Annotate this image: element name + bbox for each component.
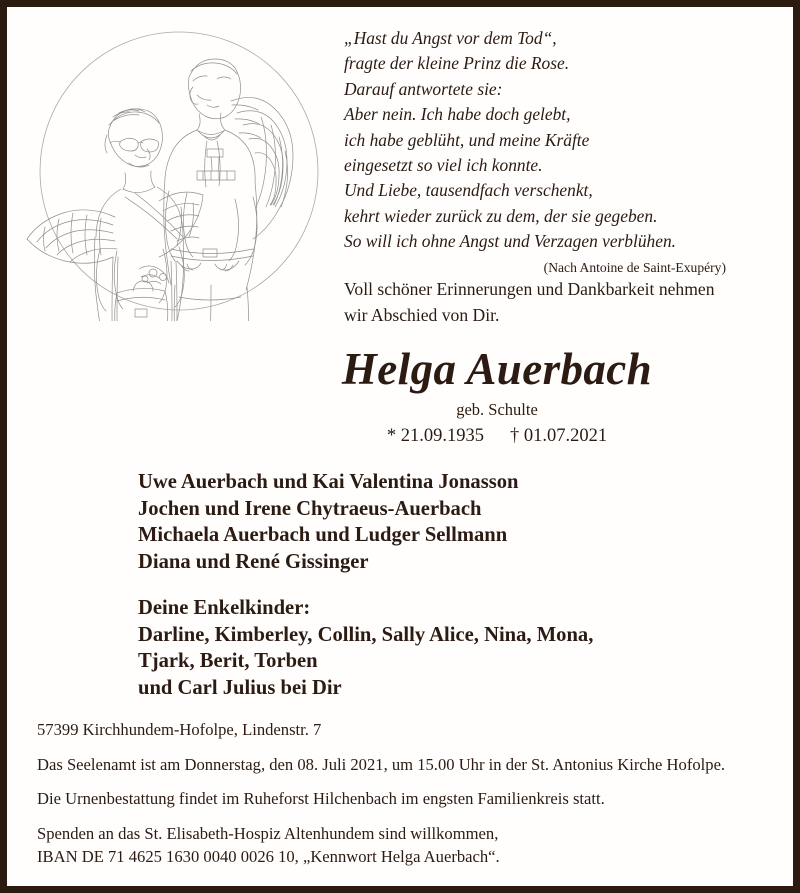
poem-line: Und Liebe, tausendfach verschenkt, — [344, 180, 593, 201]
deceased-block — [197, 343, 797, 448]
mourners-block — [138, 469, 758, 575]
grandchildren-line: und Carl Julius bei Dir — [138, 676, 342, 699]
poem-block — [344, 26, 794, 277]
grandchildren-heading: Deine Enkelkinder: — [138, 597, 311, 619]
deceased-maiden-name: geb. Schulte — [456, 400, 538, 419]
poem-line: So will ich ohne Angst und Verzagen verblühen. — [344, 231, 676, 252]
mourner-line: Diana und René Gissinger — [138, 550, 369, 573]
burial-line: Die Urnenbestattung findet im Ruheforst Hilchenbach im engsten Familienkreis statt. — [37, 789, 605, 808]
poem-line: Darauf antwortete sie: — [344, 78, 503, 99]
grandchildren-line: Darline, Kimberley, Collin, Sally Alice, Nina, Mona, — [138, 623, 594, 646]
death-date: † 01.07.2021 — [510, 426, 608, 446]
poem-attribution: (Nach Antoine de Saint-Exupéry) — [543, 259, 726, 275]
mourner-line: Michaela Auerbach und Ludger Sellmann — [138, 524, 508, 546]
poem-line: „Hast du Angst vor dem Tod“, — [344, 28, 557, 48]
poem-line: Aber nein. Ich habe doch gelebt, — [344, 104, 571, 125]
details-block — [37, 718, 767, 869]
service-block — [37, 753, 767, 777]
poem-line: kehrt wieder zurück zu dem, der sie gegeben. — [344, 205, 658, 226]
grandchildren-line: Tjark, Berit, Torben — [138, 650, 318, 672]
circle-frame — [40, 32, 318, 310]
donation-iban-line: IBAN DE 71 4625 1630 0040 0026 10, „Kennwort Helga Auerbach“. — [37, 847, 500, 866]
grandchildren-block — [138, 595, 768, 701]
birth-date: * 21.09.1935 — [386, 426, 484, 446]
donation-block — [37, 822, 767, 869]
intro-block — [344, 276, 774, 328]
poem-line: fragte der kleine Prinz die Rose. — [344, 53, 570, 74]
intro-line: Voll schöner Erinnerungen und Dankbarkeit nehmen — [344, 279, 715, 299]
deceased-dates — [197, 424, 797, 448]
poem-line: eingesetzt so viel ich konnte. — [344, 155, 543, 176]
donation-line: Spenden an das St. Elisabeth-Hospiz Altenhundem sind willkommen, — [37, 823, 499, 843]
burial-block — [37, 787, 767, 811]
service-line: Das Seelenamt ist am Donnerstag, den 08. Juli 2021, um 15.00 Uhr in der St. Antonius Kirche Hofolpe. — [37, 754, 726, 774]
poem-line: ich habe geblüht, und meine Kräfte — [344, 129, 590, 150]
deceased-name: Helga Auerbach — [341, 344, 653, 394]
mourner-line: Uwe Auerbach und Kai Valentina Jonasson — [138, 471, 519, 493]
angel-illustration — [21, 21, 331, 321]
mourner-line: Jochen und Irene Chytraeus-Auerbach — [138, 497, 482, 520]
address-block — [37, 718, 767, 742]
address-line: 57399 Kirchhundem-Hofolpe, Lindenstr. 7 — [37, 720, 322, 739]
intro-line: wir Abschied von Dir. — [344, 305, 500, 325]
